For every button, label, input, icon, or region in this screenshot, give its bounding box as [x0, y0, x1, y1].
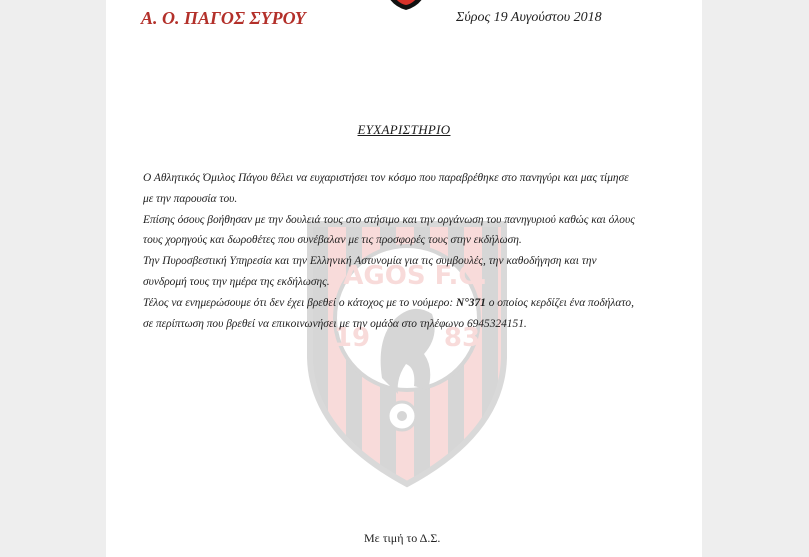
body-line-ticket — [143, 293, 673, 314]
letter-title: ΕΥΧΑΡΙΣΤΗΡΙΟ — [357, 122, 451, 137]
body-line: Την Πυροσβεστική Υπηρεσία και την Ελληνική Αστυνομία για τις συμβουλές, την καθοδήγηση και την — [143, 255, 597, 268]
body-line-ticket-start: Τέλος να ενημερώσουμε ότι δεν έχει βρεθεί ο κάτοχος με το νούμερο: — [143, 296, 456, 309]
crest-year-right: 83 — [443, 323, 481, 353]
letter-date: Σύρος 19 Αυγούστου 2018 — [456, 10, 602, 25]
body-line: σε περίπτωση που βρεθεί να επικοινωνήσει με την ομάδα στο τηλέφωνο 6945324151. — [143, 317, 527, 330]
letter-page — [106, 0, 702, 557]
club-name: Α. Ο. ΠΑΓΟΣ ΣΥΡΟΥ — [141, 8, 306, 28]
body-line: τους χορηγούς και δωροθέτες που συνέβαλαν με τις προσφορές τους στην εκδήλωση. — [143, 234, 522, 247]
ticket-number: Ν°371 — [456, 296, 486, 309]
body-line: Ο Αθλητικός Όμιλος Πάγου θέλει να ευχαριστήσει τον κόσμο που παραβρέθηκε στο πανηγύρι και μας τίμησε — [143, 172, 629, 184]
crest-name-text: PAGOS F.C. — [326, 261, 488, 291]
letter-body — [143, 168, 673, 334]
crest-year-left: 19 — [333, 323, 371, 353]
body-line: με την παρουσία του. — [143, 192, 238, 205]
signature: Με τιμή το Δ.Σ. — [364, 531, 441, 545]
body-line: συνδρομή τους την ημέρα της εκδήλωσης. — [143, 275, 330, 288]
body-line-ticket-end: ο οποίος κερδίζει ένα ποδήλατο, — [485, 296, 634, 309]
club-crest-icon — [389, 0, 423, 10]
body-line: Επίσης όσους βοήθησαν με την δουλειά τους στο στήσιμο και την οργάνωση του πανηγυριού καθώς και όλους — [143, 213, 635, 226]
